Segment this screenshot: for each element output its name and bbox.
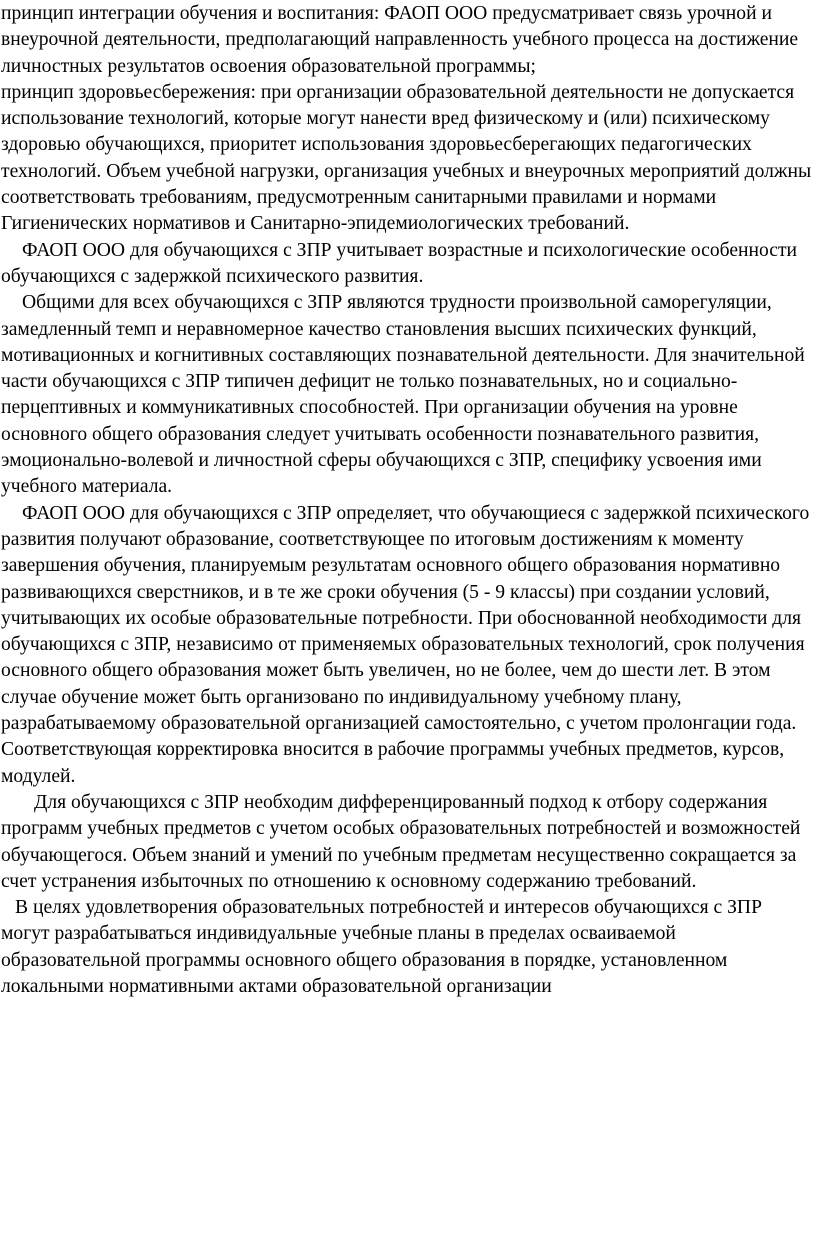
- paragraph-differentiated-approach: Для обучающихся с ЗПР необходим дифференцированный подход к отбору содержания программ учебных предметов с учетом особых образовательных потребностей и возможностей обучающегося. Объем знаний и умений по учебным предметам несущественно сокращается за счет устранения избыточных по отношению к основному содержанию требований.: [1, 791, 801, 892]
- paragraph-individual-plans: В целях удовлетворения образовательных потребностей и интересов обучающихся с ЗПР могут разрабатываться индивидуальные учебные планы в пределах осваиваемой образовательной программы основного общего образования в порядке, установленном локальными нормативными актами образовательной организации: [1, 897, 762, 997]
- paragraph-integration-principle: принцип интеграции обучения и воспитания: ФАОП ООО предусматривает связь урочной и внеурочной деятельности, предполагающий направленность учебного процесса на достижение личностных результатов освоения образовательной программы;: [1, 3, 799, 77]
- paragraph-common-difficulties: Общими для всех обучающихся с ЗПР являются трудности произвольной саморегуляции, замедленный темп и неравномерное качество становления высших психических функций, мотивационных и когнитивных составляющих познавательной деятельности. Для значительной части обучающихся с ЗПР типичен дефицит не только познавательных, но и социально-перцептивных и коммуникативных способностей. При организации обучения на уровне основного общего образования следует учитывать особенности познавательного развития, эмоционально-волевой и личностной сферы обучающихся с ЗПР, специфику усвоения ими учебного материала.: [1, 292, 805, 498]
- paragraph-health-principle: принцип здоровьесбережения: при организации образовательной деятельности не допускается использование технологий, которые могут нанести вред физическому и (или) психическому здоровью обучающихся, приоритет использования здоровьесберегающих педагогических технологий. Объем учебной нагрузки, организация учебных и внеурочных мероприятий должны соответствовать требованиям, предусмотренным санитарными правилами и нормами Гигиенических нормативов и Санитарно-эпидемиологических требований.: [1, 81, 812, 235]
- paragraph-education-terms: ФАОП ООО для обучающихся с ЗПР определяет, что обучающиеся с задержкой психического развития получают образование, соответствующее по итоговым достижениям к моменту завершения обучения, планируемым результатам основного общего образования нормативно развивающихся сверстников, и в те же сроки обучения (5 - 9 классы) при создании условий, учитывающих их особые образовательные потребности. При обоснованной необходимости для обучающихся с ЗПР, независимо от применяемых образовательных технологий, срок получения основного общего образования может быть увеличен, но не более, чем до шести лет. В этом случае обучение может быть организовано по индивидуальному учебному плану, разрабатываемому образовательной организацией самостоятельно, с учетом пролонгации года. Соответствующая корректировка вносится в рабочие программы учебных предметов, курсов, модулей.: [1, 502, 810, 787]
- paragraph-age-features: ФАОП ООО для обучающихся с ЗПР учитывает возрастные и психологические особенности обучающихся с задержкой психического развития.: [1, 239, 798, 287]
